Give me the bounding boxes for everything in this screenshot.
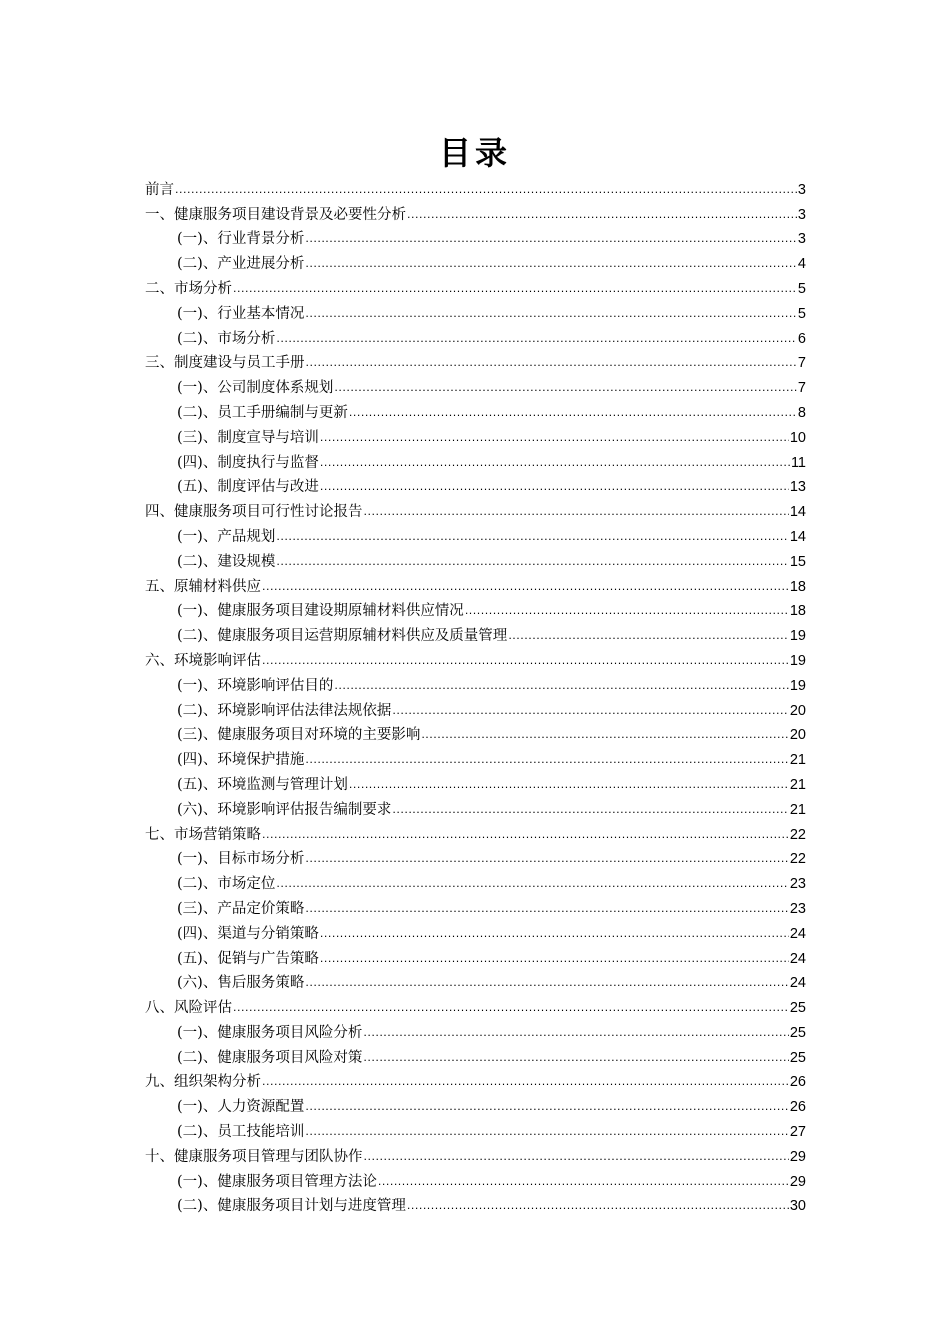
toc-entry-page-number: 29 bbox=[789, 1173, 806, 1190]
toc-entry[interactable] bbox=[145, 1018, 806, 1043]
toc-entry-page-number: 11 bbox=[790, 454, 806, 471]
table-of-contents bbox=[145, 175, 806, 1216]
toc-dot-leader bbox=[276, 552, 789, 572]
toc-entry-page-number: 24 bbox=[789, 925, 806, 942]
toc-entry-label: (一)、环境影响评估目的 bbox=[177, 677, 334, 694]
toc-entry-label: (三)、产品定价策略 bbox=[177, 900, 305, 917]
toc-dot-leader bbox=[320, 924, 789, 944]
toc-entry[interactable] bbox=[145, 696, 806, 721]
toc-entry-label: (五)、环境监测与管理计划 bbox=[177, 776, 348, 793]
toc-entry[interactable] bbox=[145, 1068, 806, 1093]
toc-entry[interactable] bbox=[145, 324, 806, 349]
toc-dot-leader bbox=[508, 626, 789, 646]
toc-entry-page-number: 21 bbox=[789, 801, 806, 818]
toc-entry[interactable] bbox=[145, 249, 806, 274]
toc-entry-label: (一)、行业基本情况 bbox=[177, 305, 305, 322]
toc-entry-label: 七、市场营销策略 bbox=[145, 826, 261, 843]
toc-dot-leader bbox=[233, 279, 797, 299]
toc-entry[interactable] bbox=[145, 969, 806, 994]
toc-entry[interactable] bbox=[145, 721, 806, 746]
toc-dot-leader bbox=[407, 205, 797, 225]
toc-entry[interactable] bbox=[145, 1167, 806, 1192]
toc-entry[interactable] bbox=[145, 175, 806, 200]
toc-entry-label: (二)、产业进展分析 bbox=[177, 256, 305, 273]
toc-dot-leader bbox=[262, 651, 789, 671]
toc-entry-page-number: 26 bbox=[789, 1074, 806, 1091]
toc-entry-label: 一、健康服务项目建设背景及必要性分析 bbox=[145, 206, 406, 223]
toc-entry-page-number: 25 bbox=[789, 1000, 806, 1017]
toc-dot-leader bbox=[276, 527, 789, 547]
toc-dot-leader bbox=[349, 403, 797, 423]
toc-entry-page-number: 21 bbox=[789, 752, 806, 769]
toc-entry-label: (二)、员工手册编制与更新 bbox=[177, 404, 348, 421]
toc-dot-leader bbox=[233, 998, 789, 1018]
toc-entry-page-number: 18 bbox=[789, 603, 806, 620]
toc-entry[interactable] bbox=[145, 497, 806, 522]
toc-dot-leader bbox=[363, 1023, 789, 1043]
toc-dot-leader bbox=[305, 750, 789, 770]
toc-dot-leader bbox=[407, 1196, 789, 1216]
toc-entry-page-number: 6 bbox=[797, 330, 806, 347]
toc-dot-leader bbox=[305, 254, 797, 274]
toc-entry-page-number: 19 bbox=[789, 677, 806, 694]
toc-entry[interactable] bbox=[145, 299, 806, 324]
toc-dot-leader bbox=[262, 577, 789, 597]
toc-entry[interactable] bbox=[145, 274, 806, 299]
toc-entry[interactable] bbox=[145, 1092, 806, 1117]
toc-dot-leader bbox=[305, 1097, 789, 1117]
toc-entry-label: (三)、健康服务项目对环境的主要影响 bbox=[177, 727, 421, 744]
toc-entry[interactable] bbox=[145, 1192, 806, 1217]
toc-entry-label: 九、组织架构分析 bbox=[145, 1074, 261, 1091]
toc-entry-label: (四)、制度执行与监督 bbox=[177, 454, 319, 471]
toc-entry[interactable] bbox=[145, 572, 806, 597]
toc-dot-leader bbox=[305, 304, 797, 324]
toc-entry-page-number: 10 bbox=[789, 429, 806, 446]
toc-entry[interactable] bbox=[145, 1117, 806, 1142]
toc-dot-leader bbox=[276, 874, 789, 894]
toc-entry-label: (二)、环境影响评估法律法规依据 bbox=[177, 702, 392, 719]
toc-entry[interactable] bbox=[145, 522, 806, 547]
toc-entry-page-number: 29 bbox=[789, 1148, 806, 1165]
toc-entry[interactable] bbox=[145, 745, 806, 770]
toc-entry-label: (四)、渠道与分销策略 bbox=[177, 925, 319, 942]
toc-entry-label: (一)、健康服务项目建设期原辅材料供应情况 bbox=[177, 603, 464, 620]
toc-dot-leader bbox=[364, 502, 789, 522]
toc-dot-leader bbox=[306, 353, 797, 373]
toc-dot-leader bbox=[305, 899, 789, 919]
page-title: 目录 bbox=[438, 134, 511, 172]
toc-entry-label: (四)、环境保护措施 bbox=[177, 752, 305, 769]
toc-entry-label: (一)、产品规划 bbox=[177, 528, 276, 545]
toc-entry-page-number: 20 bbox=[789, 702, 806, 719]
toc-entry-label: 四、健康服务项目可行性讨论报告 bbox=[145, 504, 363, 521]
toc-entry[interactable] bbox=[145, 621, 806, 646]
toc-entry-page-number: 5 bbox=[797, 280, 806, 297]
toc-entry-page-number: 26 bbox=[789, 1099, 806, 1116]
toc-dot-leader bbox=[305, 1122, 789, 1142]
toc-dot-leader bbox=[465, 601, 789, 621]
toc-entry-page-number: 24 bbox=[789, 950, 806, 967]
toc-entry-page-number: 22 bbox=[789, 826, 806, 843]
toc-entry[interactable] bbox=[145, 944, 806, 969]
toc-entry-page-number: 20 bbox=[789, 727, 806, 744]
toc-entry-page-number: 4 bbox=[797, 256, 806, 273]
toc-entry-label: 六、环境影响评估 bbox=[145, 652, 261, 669]
toc-entry-page-number: 19 bbox=[789, 628, 806, 645]
toc-entry[interactable] bbox=[145, 795, 806, 820]
toc-entry-label: (一)、行业背景分析 bbox=[177, 231, 305, 248]
toc-entry-page-number: 13 bbox=[789, 479, 806, 496]
toc-dot-leader bbox=[334, 676, 789, 696]
toc-entry[interactable] bbox=[145, 1043, 806, 1068]
toc-entry-label: (二)、健康服务项目计划与进度管理 bbox=[177, 1198, 406, 1215]
toc-entry-page-number: 21 bbox=[789, 776, 806, 793]
toc-entry-label: (二)、市场定位 bbox=[177, 876, 276, 893]
toc-entry[interactable] bbox=[145, 349, 806, 374]
toc-entry-label: 五、原辅材料供应 bbox=[145, 578, 261, 595]
toc-entry-page-number: 14 bbox=[789, 528, 806, 545]
toc-entry-label: (一)、健康服务项目管理方法论 bbox=[177, 1173, 377, 1190]
toc-entry-page-number: 8 bbox=[797, 404, 806, 421]
toc-entry-label: (五)、制度评估与改进 bbox=[177, 479, 319, 496]
toc-entry[interactable] bbox=[145, 869, 806, 894]
toc-entry-page-number: 25 bbox=[789, 1049, 806, 1066]
toc-entry-page-number: 5 bbox=[797, 305, 806, 322]
toc-entry[interactable] bbox=[145, 547, 806, 572]
toc-entry-page-number: 7 bbox=[797, 380, 806, 397]
toc-entry-label: (五)、促销与广告策略 bbox=[177, 950, 319, 967]
toc-dot-leader bbox=[320, 453, 790, 473]
toc-entry-label: 二、市场分析 bbox=[145, 280, 232, 297]
toc-entry[interactable] bbox=[145, 225, 806, 250]
toc-entry-page-number: 15 bbox=[789, 553, 806, 570]
toc-dot-leader bbox=[305, 849, 789, 869]
toc-dot-leader bbox=[392, 800, 789, 820]
toc-entry[interactable] bbox=[145, 671, 806, 696]
toc-entry[interactable] bbox=[145, 1142, 806, 1167]
toc-entry[interactable] bbox=[145, 473, 806, 498]
toc-dot-leader bbox=[305, 973, 789, 993]
toc-entry-page-number: 3 bbox=[797, 231, 806, 248]
toc-entry-page-number: 3 bbox=[797, 206, 806, 223]
toc-entry-label: (二)、建设规模 bbox=[177, 553, 276, 570]
toc-entry-page-number: 25 bbox=[789, 1024, 806, 1041]
toc-entry[interactable] bbox=[145, 373, 806, 398]
toc-dot-leader bbox=[320, 428, 789, 448]
toc-dot-leader bbox=[305, 229, 797, 249]
toc-entry-label: 十、健康服务项目管理与团队协作 bbox=[145, 1148, 363, 1165]
toc-entry[interactable] bbox=[145, 597, 806, 622]
toc-entry[interactable] bbox=[145, 398, 806, 423]
toc-entry[interactable] bbox=[145, 820, 806, 845]
toc-entry-label: (六)、售后服务策略 bbox=[177, 975, 305, 992]
toc-entry[interactable] bbox=[145, 200, 806, 225]
toc-dot-leader bbox=[262, 1072, 789, 1092]
toc-dot-leader bbox=[364, 1147, 789, 1167]
toc-entry[interactable] bbox=[145, 894, 806, 919]
toc-dot-leader bbox=[421, 725, 789, 745]
toc-entry-page-number: 22 bbox=[789, 851, 806, 868]
toc-dot-leader bbox=[378, 1172, 789, 1192]
toc-entry[interactable] bbox=[145, 423, 806, 448]
toc-entry-label: (六)、环境影响评估报告编制要求 bbox=[177, 801, 392, 818]
toc-entry-label: (二)、员工技能培训 bbox=[177, 1124, 305, 1141]
toc-entry-label: (一)、公司制度体系规划 bbox=[177, 380, 334, 397]
toc-entry[interactable] bbox=[145, 993, 806, 1018]
toc-dot-leader bbox=[349, 775, 789, 795]
toc-entry-page-number: 24 bbox=[789, 975, 806, 992]
toc-dot-leader bbox=[262, 825, 789, 845]
toc-entry-page-number: 7 bbox=[797, 355, 806, 372]
toc-entry[interactable] bbox=[145, 448, 806, 473]
toc-entry-page-number: 3 bbox=[797, 181, 806, 198]
toc-entry[interactable] bbox=[145, 919, 806, 944]
toc-entry[interactable] bbox=[145, 845, 806, 870]
toc-entry-page-number: 23 bbox=[789, 900, 806, 917]
toc-entry-page-number: 23 bbox=[789, 876, 806, 893]
toc-entry-label: (二)、市场分析 bbox=[177, 330, 276, 347]
toc-entry-label: 三、制度建设与员工手册 bbox=[145, 355, 305, 372]
toc-entry-label: (二)、健康服务项目风险对策 bbox=[177, 1049, 363, 1066]
toc-entry-page-number: 18 bbox=[789, 578, 806, 595]
toc-dot-leader bbox=[175, 180, 797, 200]
toc-dot-leader bbox=[320, 949, 789, 969]
toc-entry-page-number: 27 bbox=[789, 1124, 806, 1141]
toc-entry[interactable] bbox=[145, 646, 806, 671]
toc-entry[interactable] bbox=[145, 770, 806, 795]
toc-dot-leader bbox=[392, 701, 789, 721]
toc-entry-page-number: 14 bbox=[789, 504, 806, 521]
toc-entry-label: 前言 bbox=[145, 181, 174, 198]
toc-entry-label: (三)、制度宣导与培训 bbox=[177, 429, 319, 446]
toc-entry-label: (二)、健康服务项目运营期原辅材料供应及质量管理 bbox=[177, 628, 508, 645]
toc-dot-leader bbox=[334, 378, 797, 398]
toc-entry-label: (一)、目标市场分析 bbox=[177, 851, 305, 868]
toc-dot-leader bbox=[320, 477, 789, 497]
toc-entry-label: (一)、人力资源配置 bbox=[177, 1099, 305, 1116]
toc-entry-label: 八、风险评估 bbox=[145, 1000, 232, 1017]
toc-entry-page-number: 30 bbox=[789, 1198, 806, 1215]
toc-entry-page-number: 19 bbox=[789, 652, 806, 669]
toc-entry-label: (一)、健康服务项目风险分析 bbox=[177, 1024, 363, 1041]
toc-dot-leader bbox=[363, 1048, 789, 1068]
toc-dot-leader bbox=[276, 329, 797, 349]
